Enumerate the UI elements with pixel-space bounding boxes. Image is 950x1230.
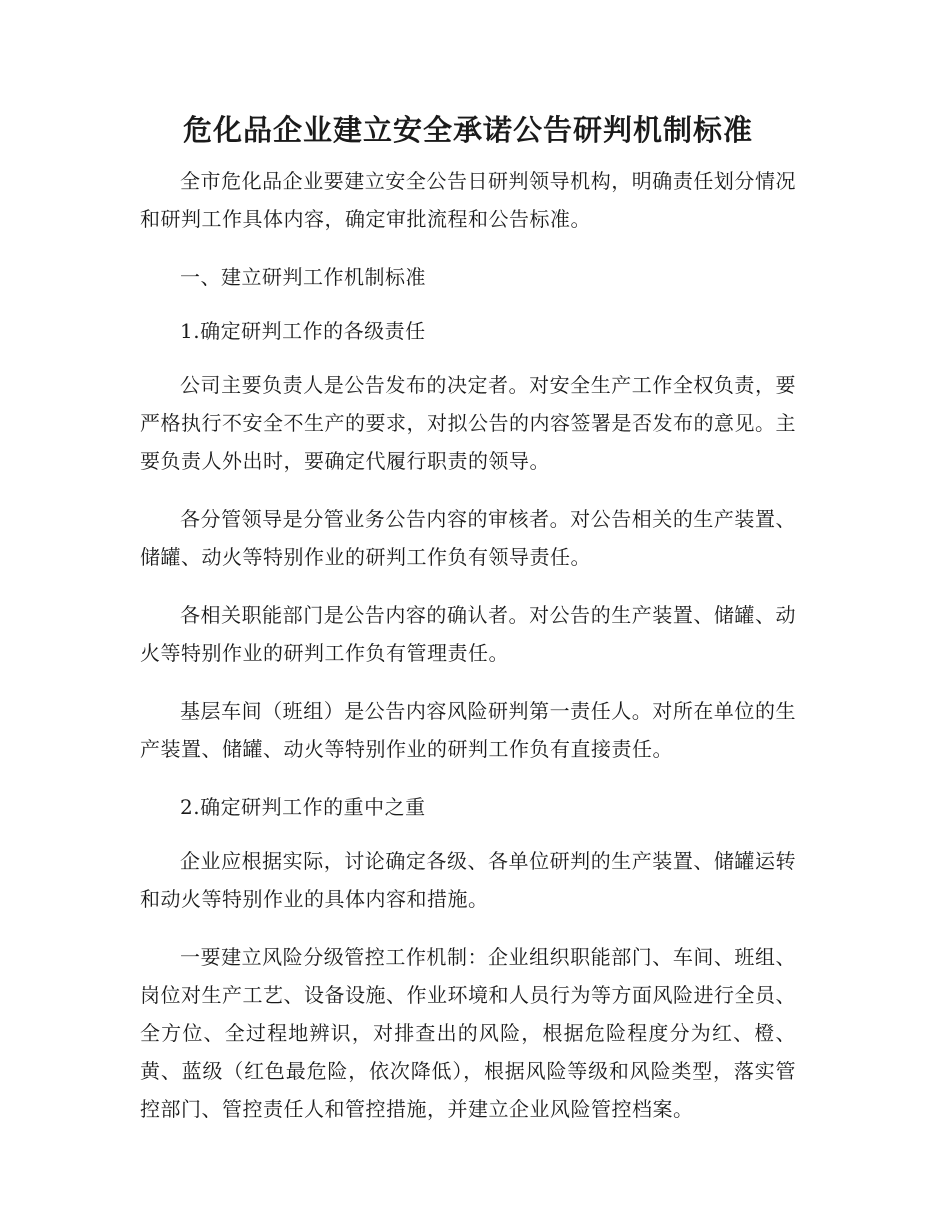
paragraph-branch-leaders: 各分管领导是分管业务公告内容的审核者。对公告相关的生产装置、储罐、动火等特别作业的研判工作负有领导责任。 <box>140 507 796 569</box>
document-page <box>140 108 796 1148</box>
document-title: 危化品企业建立安全承诺公告研判机制标准 <box>182 113 753 147</box>
paragraph-main-leader: 公司主要负责人是公告发布的决定者。对安全生产工作全权负责，要严格执行不安全不生产的要求，对拟公告的内容签署是否发布的意见。主要负责人外出时，要确定代履行职责的领导。 <box>140 373 796 473</box>
subsection-heading-1: 1.确定研判工作的各级责任 <box>180 319 426 343</box>
paragraph-intro: 全市危化品企业要建立安全公告日研判领导机构，明确责任划分情况和研判工作具体内容，确定审批流程和公告标准。 <box>140 169 796 231</box>
paragraph-departments: 各相关职能部门是公告内容的确认者。对公告的生产装置、储罐、动火等特别作业的研判工作负有管理责任。 <box>140 603 796 665</box>
section-heading-1: 一、建立研判工作机制标准 <box>180 265 426 289</box>
paragraph-workshop: 基层车间（班组）是公告内容风险研判第一责任人。对所在单位的生产装置、储罐、动火等特别作业的研判工作负有直接责任。 <box>140 699 796 761</box>
paragraph-actual: 企业应根据实际，讨论确定各级、各单位研判的生产装置、储罐运转和动火等特别作业的具体内容和措施。 <box>140 849 796 911</box>
paragraph-risk-mechanism: 一要建立风险分级管控工作机制：企业组织职能部门、车间、班组、岗位对生产工艺、设备设施、作业环境和人员行为等方面风险进行全员、全方位、全过程地辨识，对排查出的风险，根据危险程度分为红、橙、黄、蓝级（红色最危险，依次降低），根据风险等级和风险类型，落实管控部门、管控责任人和管控措施，并建立企业风险管控档案。 <box>140 945 796 1121</box>
subsection-heading-2: 2.确定研判工作的重中之重 <box>180 795 426 819</box>
